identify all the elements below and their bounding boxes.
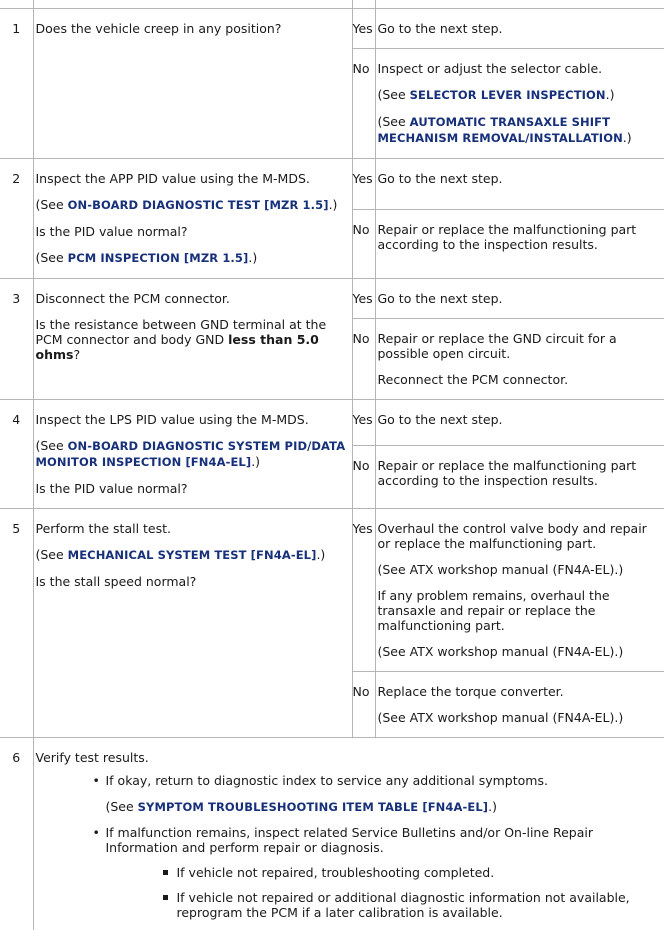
bullet-icon: • <box>93 773 100 788</box>
text-line <box>378 588 663 633</box>
sub-list-item <box>177 865 663 880</box>
step-instruction <box>33 9 352 159</box>
result-action <box>375 209 664 278</box>
step-instruction <box>33 279 352 400</box>
sub-list-item <box>177 890 663 920</box>
step-number <box>0 9 33 159</box>
text-line <box>36 438 350 470</box>
list-item <box>106 773 663 815</box>
text-line <box>36 574 350 589</box>
result-action <box>375 49 664 159</box>
reference-link[interactable]: ON-BOARD DIAGNOSTIC TEST [MZR 1.5] <box>68 198 329 212</box>
text-line <box>36 481 350 496</box>
line-post: .) <box>623 130 632 145</box>
line-post: .) <box>316 547 325 562</box>
result-yes-label <box>352 400 375 446</box>
line-post: ? <box>73 347 80 362</box>
step-instruction-content <box>34 9 352 48</box>
result-yes-label <box>352 159 375 210</box>
result-label-text: Yes <box>353 9 375 36</box>
text-line <box>36 521 350 536</box>
step-number-text: 2 <box>0 159 33 186</box>
result-label-text: No <box>353 672 375 699</box>
result-label-text: Yes <box>353 279 375 306</box>
text-line <box>36 250 350 266</box>
result-action-content <box>376 446 664 500</box>
result-action-content <box>376 400 664 439</box>
line-text: Go to the next step. <box>378 412 503 427</box>
line-text: Inspect the LPS PID value using the M-MDS. <box>36 412 309 427</box>
step-instruction-content <box>34 279 352 374</box>
result-action <box>375 159 664 210</box>
result-label-text: No <box>353 319 375 346</box>
line-post: .) <box>248 250 257 265</box>
line-text: Repair or replace the malfunctioning part according to the inspection results. <box>378 222 637 252</box>
line-post: .) <box>606 87 615 102</box>
line-text: (See ATX workshop manual (FN4A-EL).) <box>378 644 624 659</box>
text-line <box>378 87 663 103</box>
result-action <box>375 319 664 400</box>
square-bullet-icon <box>163 895 168 900</box>
step-row-6 <box>0 738 664 930</box>
step-number <box>0 159 33 279</box>
line-text: (See ATX workshop manual (FN4A-EL).) <box>378 710 624 725</box>
line-text: Replace the torque converter. <box>378 684 564 699</box>
result-yes-label <box>352 9 375 49</box>
line-text: Disconnect the PCM connector. <box>36 291 230 306</box>
text-line <box>378 644 663 659</box>
step-instruction-content <box>34 509 352 601</box>
text-line <box>36 547 350 563</box>
step-row-4 <box>0 400 664 446</box>
step-instruction <box>33 159 352 279</box>
line-post: .) <box>488 799 497 814</box>
step-number-text: 1 <box>0 9 33 36</box>
line-pre: (See <box>36 547 68 562</box>
result-list <box>36 773 663 920</box>
list-item-text: If malfunction remains, inspect related Service Bulletins and/or On-line Repair Information and perform repair or diagnosis. <box>106 825 594 855</box>
text-line <box>36 21 350 36</box>
line-text: Repair or replace the malfunctioning part according to the inspection results. <box>378 458 637 488</box>
line-text: Go to the next step. <box>378 171 503 186</box>
reference-link[interactable]: AUTOMATIC TRANSAXLE SHIFT MECHANISM REMOVAL/INSTALLATION <box>378 115 623 145</box>
result-action-content <box>376 159 664 198</box>
step-title: Verify test results. <box>36 750 663 765</box>
line-text: If any problem remains, overhaul the transaxle and repair or replace the malfunctioning part. <box>378 588 610 633</box>
line-text: Perform the stall test. <box>36 521 172 536</box>
line-pre: (See <box>378 87 410 102</box>
step-instruction <box>33 509 352 738</box>
text-line <box>36 317 350 362</box>
result-action-content <box>376 279 664 318</box>
step-row-1 <box>0 9 664 49</box>
step-instruction <box>33 400 352 509</box>
line-text: Inspect or adjust the selector cable. <box>378 61 603 76</box>
text-line <box>378 114 663 146</box>
result-label-text: Yes <box>353 509 375 536</box>
line-text: Go to the next step. <box>378 291 503 306</box>
result-action-content <box>376 509 664 671</box>
line-text: Repair or replace the GND circuit for a possible open circuit. <box>378 331 617 361</box>
result-action <box>375 400 664 446</box>
result-no-label <box>352 445 375 508</box>
line-pre: (See <box>36 197 68 212</box>
text-line <box>378 562 663 577</box>
step-number-text: 6 <box>0 738 33 765</box>
result-action-content <box>376 9 664 48</box>
see-reference <box>106 799 663 815</box>
result-action-content <box>376 319 664 399</box>
result-yes-label <box>352 509 375 672</box>
line-text: (See ATX workshop manual (FN4A-EL).) <box>378 562 624 577</box>
result-no-label <box>352 209 375 278</box>
emphasis: less than 5.0 ohms <box>36 332 319 362</box>
result-action <box>375 445 664 508</box>
text-line <box>36 224 350 239</box>
result-label-text: Yes <box>353 159 375 186</box>
step-number <box>0 279 33 400</box>
step-number <box>0 738 33 930</box>
reference-link[interactable]: ON-BOARD DIAGNOSTIC SYSTEM PID/DATA MONITOR INSPECTION [FN4A-EL] <box>36 439 346 469</box>
result-label-text: No <box>353 446 375 473</box>
line-pre: (See <box>36 250 68 265</box>
line-text: Is the PID value normal? <box>36 224 188 239</box>
result-yes-label <box>352 279 375 319</box>
text-line <box>36 291 350 306</box>
result-no-label <box>352 49 375 159</box>
result-action-content <box>376 210 664 264</box>
line-post: .) <box>329 197 338 212</box>
text-line <box>378 171 663 186</box>
step-instruction <box>33 738 664 930</box>
step-number <box>0 400 33 509</box>
text-line <box>378 21 663 36</box>
sub-list <box>106 865 663 920</box>
step-row-5 <box>0 509 664 672</box>
line-post: .) <box>251 454 260 469</box>
line-text: Is the stall speed normal? <box>36 574 197 589</box>
result-label-text: Yes <box>353 400 375 427</box>
line-text: Inspect the APP PID value using the M-MDS. <box>36 171 310 186</box>
step-instruction-content <box>34 738 664 920</box>
result-no-label <box>352 319 375 400</box>
line-pre: (See <box>106 799 138 814</box>
result-label-text: No <box>353 49 375 76</box>
step-number-text: 5 <box>0 509 33 536</box>
text-line <box>378 458 663 488</box>
reference-link[interactable]: PCM INSPECTION [MZR 1.5] <box>68 251 249 265</box>
text-line <box>378 61 663 76</box>
result-action <box>375 9 664 49</box>
result-action <box>375 509 664 672</box>
step-instruction-content <box>34 400 352 508</box>
line-text: Overhaul the control valve body and repair or replace the malfunctioning part. <box>378 521 647 551</box>
line-pre: (See <box>36 438 68 453</box>
text-line <box>378 291 663 306</box>
text-line <box>378 684 663 699</box>
text-line <box>36 171 350 186</box>
square-bullet-icon <box>163 870 168 875</box>
text-line <box>378 521 663 551</box>
result-action <box>375 279 664 319</box>
list-item-text: If okay, return to diagnostic index to service any additional symptoms. <box>106 773 548 788</box>
result-action-content <box>376 672 664 737</box>
table-top-stub <box>0 0 664 9</box>
list-item <box>106 825 663 920</box>
text-line <box>36 412 350 427</box>
reference-link[interactable]: SELECTOR LEVER INSPECTION <box>410 88 606 102</box>
step-row-3 <box>0 279 664 319</box>
text-line <box>378 222 663 252</box>
step-row-2 <box>0 159 664 210</box>
reference-link[interactable]: MECHANICAL SYSTEM TEST [FN4A-EL] <box>68 548 317 562</box>
sub-list-item-text: If vehicle not repaired or additional diagnostic information not available, reprogram the PCM if a later calibration is available. <box>177 890 630 920</box>
result-action-content <box>376 49 664 158</box>
line-text: Go to the next step. <box>378 21 503 36</box>
line-pre: (See <box>378 114 410 129</box>
text-line <box>378 412 663 427</box>
bullet-icon: • <box>93 825 100 840</box>
result-action <box>375 672 664 738</box>
text-line <box>378 710 663 725</box>
step-number-text: 3 <box>0 279 33 306</box>
result-no-label <box>352 672 375 738</box>
line-text: Reconnect the PCM connector. <box>378 372 569 387</box>
sub-list-item-text: If vehicle not repaired, troubleshooting completed. <box>177 865 495 880</box>
text-line <box>378 331 663 361</box>
step-number-text: 4 <box>0 400 33 427</box>
line-text: Is the PID value normal? <box>36 481 188 496</box>
line-pre: Is the resistance between GND terminal at the PCM connector and body GND <box>36 317 327 347</box>
text-line <box>378 372 663 387</box>
step-instruction-content <box>34 159 352 278</box>
text-line <box>36 197 350 213</box>
reference-link[interactable]: SYMPTOM TROUBLESHOOTING ITEM TABLE [FN4A-EL] <box>138 800 488 814</box>
result-label-text: No <box>353 210 375 237</box>
line-text: Does the vehicle creep in any position? <box>36 21 282 36</box>
step-number <box>0 509 33 738</box>
